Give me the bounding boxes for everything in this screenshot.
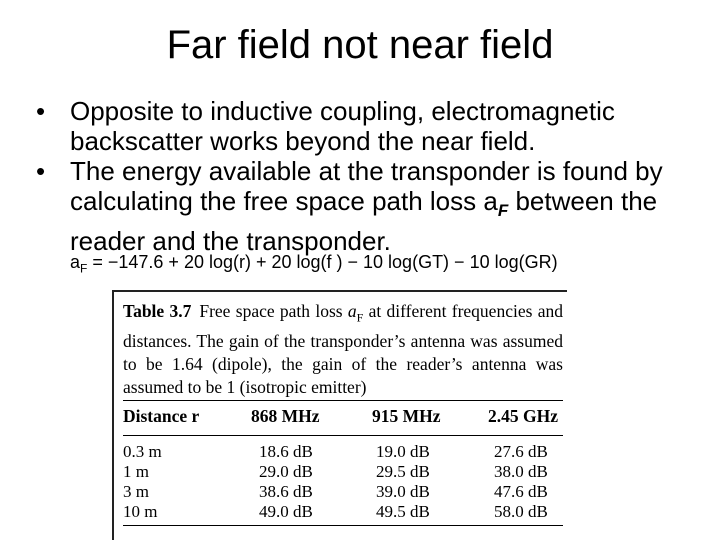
bullet-text: Opposite to inductive coupling, electromagnetic backscatter works beyond the near field. [70, 96, 615, 156]
formula-lhs: a [70, 252, 81, 272]
table-cell-distance: 10 m [123, 502, 158, 521]
path-loss-formula [70, 250, 558, 281]
formula-lhs-subscript: F [80, 261, 88, 276]
table-cell-loss: 47.6 dB [494, 482, 548, 501]
bullet-text: The energy available at the transponder is found by calculating the free space path loss a [70, 156, 663, 216]
column-header-868: 868 MHz [251, 406, 320, 426]
table-cell-loss: 29.5 dB [376, 462, 430, 481]
bullet-item [30, 96, 700, 156]
table-cell-loss: 19.0 dB [376, 442, 430, 461]
table-caption [123, 300, 563, 399]
table-cell-loss: 29.0 dB [259, 462, 313, 481]
table-cell-distance: 3 m [123, 482, 149, 501]
caption-symbol-subscript: F [356, 310, 364, 325]
formula-rhs: = −147.6 + 20 log(r) + 20 log(f ) − 10 log(GT) − 10 log(GR) [87, 252, 558, 272]
table-cell-loss: 39.0 dB [376, 482, 430, 501]
table-label: Table 3.7 [123, 301, 192, 321]
table-rule-header [123, 435, 563, 436]
table-cell-loss: 18.6 dB [259, 442, 313, 461]
bullet-subscript: F [497, 201, 509, 221]
table-cell-distance: 1 m [123, 462, 149, 481]
bullet-item [30, 156, 700, 256]
caption-text: Free space path loss [199, 301, 348, 321]
caption-text: at different frequencies and distances. The gain of the transponder’s antenna was assumed to be 1.64 (dipole), the gain of the reader’s antenna was assumed to be 1 (isotropic emitter) [123, 301, 563, 397]
bullet-text: between the reader and the transponder. [70, 186, 658, 257]
table-cell-loss: 27.6 dB [494, 442, 548, 461]
column-header-915: 915 MHz [372, 406, 441, 426]
path-loss-table [112, 290, 567, 540]
caption-symbol: a [347, 301, 357, 321]
table-cell-loss: 58.0 dB [494, 502, 548, 521]
table-rule-top [123, 400, 563, 401]
table-cell-loss: 49.0 dB [259, 502, 313, 521]
bullet-list [30, 96, 700, 256]
table-cell-loss: 38.6 dB [259, 482, 313, 501]
table-cell-distance: 0.3 m [123, 442, 162, 461]
column-header-245: 2.45 GHz [488, 406, 558, 426]
column-header-distance: Distance r [123, 406, 200, 426]
table-cell-loss: 49.5 dB [376, 502, 430, 521]
table-rule-bottom [123, 525, 563, 526]
slide-title: Far field not near field [166, 23, 554, 67]
table-cell-loss: 38.0 dB [494, 462, 548, 481]
